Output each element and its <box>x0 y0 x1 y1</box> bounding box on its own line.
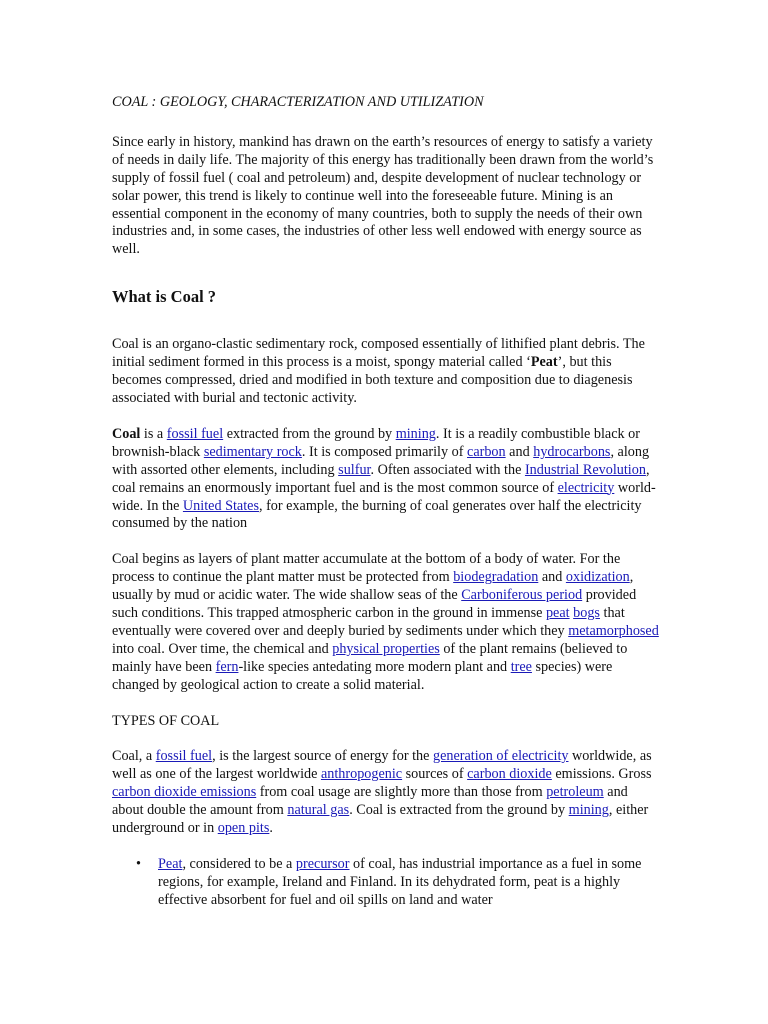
text: , usually by mud or acidic water. The wide shallow seas of the <box>112 569 634 604</box>
link-sulfur[interactable]: sulfur <box>338 461 371 478</box>
text: of coal, has industrial importance as a fuel in some regions, for example, Ireland and Finland. In its dehydrated form, peat is a highly effective absorbent for fuel and oil spills on land and water <box>158 856 642 908</box>
paragraph-coal-overview <box>112 426 660 533</box>
link-biodegradation[interactable]: biodegradation <box>453 569 539 586</box>
text: and <box>505 443 534 460</box>
link-fern[interactable]: fern <box>215 658 239 675</box>
link-anthropogenic[interactable]: anthropogenic <box>320 766 403 783</box>
intro-paragraph: Since early in history, mankind has drawn on the earth’s resources of energy to satisfy a variety of needs in daily life. The majority of this energy has traditionally been drawn from the world’s supply of fossil fuel ( coal and petroleum) and, despite development of nuclear technology or solar power, this trend is likely to continue well into the foreseeable future. Mining is an essential component in the economy of many countries, both to supply the needs of their own industries and, in some cases, the industries of other less well endowed with energy source as well. <box>112 133 654 258</box>
link-hydrocarbons[interactable]: hydrocarbons <box>533 443 611 460</box>
link-natural-gas[interactable]: natural gas <box>287 802 350 819</box>
text: from coal usage are slightly more than those from <box>256 784 547 801</box>
link-peat[interactable]: peat <box>545 605 570 622</box>
link-open-pits[interactable]: open pits <box>217 820 270 837</box>
link-generation-of-electricity[interactable]: generation of electricity <box>432 748 569 765</box>
link-oxidization[interactable]: oxidization <box>565 569 630 586</box>
text: extracted from the ground by <box>223 425 396 442</box>
text: Coal begins as layers of plant matter accumulate at the bottom of a body of water. For the process to continue the plant matter must be protected from <box>112 551 621 586</box>
link-carbon-dioxide[interactable]: carbon dioxide <box>467 766 552 783</box>
text: , for example, the burning of coal generates over half the electricity consumed by the nation <box>112 497 642 532</box>
text: provided such conditions. This trapped atmospheric carbon in the ground in immense <box>112 587 637 622</box>
text: worldwide, as well as one of the largest worldwide <box>112 748 652 783</box>
link-fossil-fuel[interactable]: fossil fuel <box>155 748 213 765</box>
text: . <box>269 820 273 837</box>
text: ’, but this becomes compressed, dried and modified in both texture and composition due to diagenesis associated with burial and tectonic activity. <box>112 354 633 406</box>
link-precursor[interactable]: precursor <box>295 856 350 872</box>
heading-types-of-coal: TYPES OF COAL <box>112 712 220 729</box>
link-carbon-dioxide-emissions[interactable]: carbon dioxide emissions <box>112 784 257 801</box>
text: , along with assorted other elements, including <box>112 443 650 478</box>
text: of the plant remains (believed to mainly have been <box>112 640 628 675</box>
text: that eventually were covered over and deeply buried by sediments under which they <box>112 605 625 639</box>
link-mining[interactable]: mining <box>568 802 609 819</box>
text: sources of <box>402 766 468 783</box>
link-carboniferous-period[interactable]: Carboniferous period <box>461 587 583 604</box>
link-electricity[interactable]: electricity <box>557 479 615 496</box>
text: Coal, a <box>112 748 156 765</box>
document-body <box>112 94 660 910</box>
text: and about double the amount from <box>112 784 628 819</box>
link-industrial-revolution[interactable]: Industrial Revolution <box>524 461 646 478</box>
text: , either underground or in <box>112 802 649 837</box>
link-petroleum[interactable]: petroleum <box>546 784 604 801</box>
heading-what-is-coal: What is Coal ? <box>112 287 217 307</box>
document-title: COAL : GEOLOGY, CHARACTERIZATION AND UTILIZATION <box>112 94 484 110</box>
paragraph-coal-formation <box>112 551 660 694</box>
text: Coal is an organo-clastic sedimentary rock, composed essentially of lithified plant debris. The initial sediment formed in this process is a moist, spongy material called ‘ <box>112 336 645 371</box>
link-tree[interactable]: tree <box>510 658 532 675</box>
link-fossil-fuel[interactable]: fossil fuel <box>166 425 224 442</box>
paragraph-coal-energy <box>112 748 660 838</box>
bullet-icon: • <box>136 856 141 872</box>
text: . Often associated with the <box>370 461 525 478</box>
paragraph-definition <box>112 336 660 408</box>
text: , coal remains an enormously important fuel and is the most common source of <box>112 461 650 496</box>
link-peat[interactable]: Peat <box>158 856 183 872</box>
text: . Coal is extracted from the ground by <box>349 802 569 819</box>
text: -like species antedating more modern plant and <box>238 658 511 675</box>
text: and <box>538 569 566 586</box>
text: species) were changed by geological action to create a solid material. <box>112 658 613 693</box>
link-bogs[interactable]: bogs <box>573 605 600 622</box>
link-mining[interactable]: mining <box>395 425 436 442</box>
link-physical-properties[interactable]: physical properties <box>332 640 440 657</box>
list-item <box>136 856 660 910</box>
link-carbon[interactable]: carbon <box>467 443 506 460</box>
text: is a <box>140 425 167 442</box>
coal-types-list <box>112 856 660 910</box>
link-metamorphosed[interactable]: metamorphosed <box>568 622 659 639</box>
text: , considered to be a <box>182 856 296 872</box>
text: emissions. Gross <box>551 766 652 783</box>
text: . It is a readily combustible black or brownish-black <box>112 425 640 460</box>
text: world-wide. In the <box>112 479 656 514</box>
link-sedimentary-rock[interactable]: sedimentary rock <box>203 443 302 460</box>
text: . It is composed primarily of <box>301 443 468 460</box>
text: into coal. Over time, the chemical and <box>112 640 333 657</box>
peat-bold: Peat <box>530 354 558 371</box>
link-united-states[interactable]: United States <box>182 497 259 514</box>
text: , is the largest source of energy for the <box>212 748 433 765</box>
coal-bold: Coal <box>112 425 141 442</box>
